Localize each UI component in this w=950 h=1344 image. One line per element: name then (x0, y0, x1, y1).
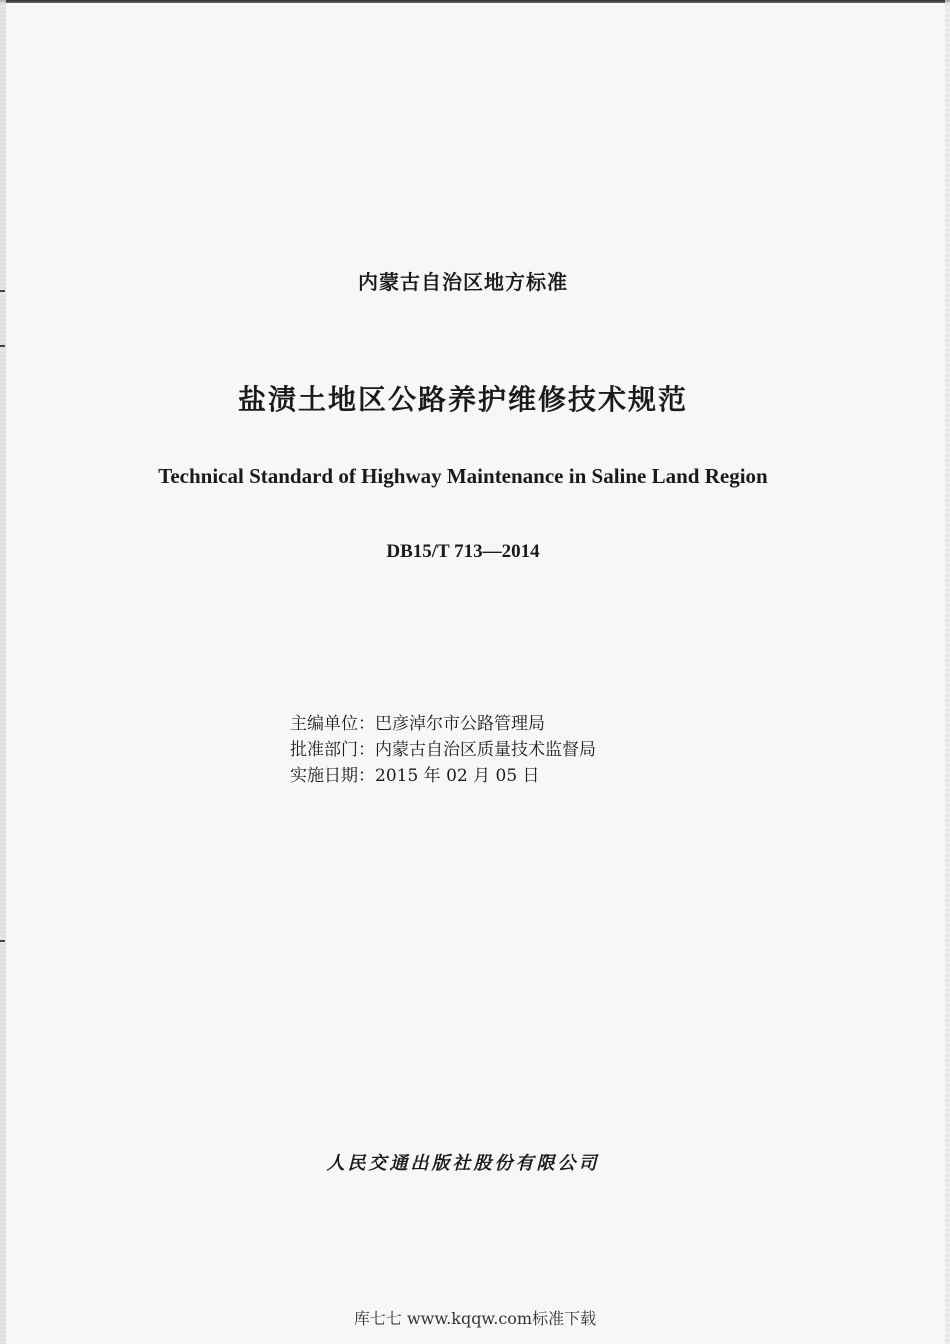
download-watermark: 库七七 www.kqqw.com标准下载 (353, 1309, 597, 1328)
document-title-english: Technical Standard of Highway Maintenance in Saline Land Region (158, 464, 768, 488)
effective-date-value: 2015 年 02 月 05 日 (375, 766, 540, 786)
standard-number: DB15/T 713—2014 (386, 541, 540, 562)
document-title-chinese: 盐渍土地区公路养护维修技术规范 (237, 383, 688, 416)
scan-mark (0, 345, 5, 347)
editor-unit-label: 主编单位： (290, 714, 375, 734)
approval-department-row (290, 737, 596, 763)
scan-edge-left (0, 0, 6, 1344)
editor-unit-value: 巴彦淖尔市公路管理局 (375, 714, 545, 734)
scan-edge-right (945, 0, 950, 1344)
scan-mark (0, 940, 5, 942)
standard-series-heading: 内蒙古自治区地方标准 (358, 270, 568, 294)
approval-department-value: 内蒙古自治区质量技术监督局 (375, 740, 596, 760)
scan-edge-top (0, 0, 950, 3)
effective-date-label: 实施日期： (290, 766, 375, 786)
publisher-name: 人民交通出版社股份有限公司 (326, 1153, 600, 1174)
publication-info (290, 711, 596, 789)
editor-unit-row (290, 711, 596, 737)
approval-department-label: 批准部门： (290, 740, 375, 760)
effective-date-row (290, 763, 596, 789)
